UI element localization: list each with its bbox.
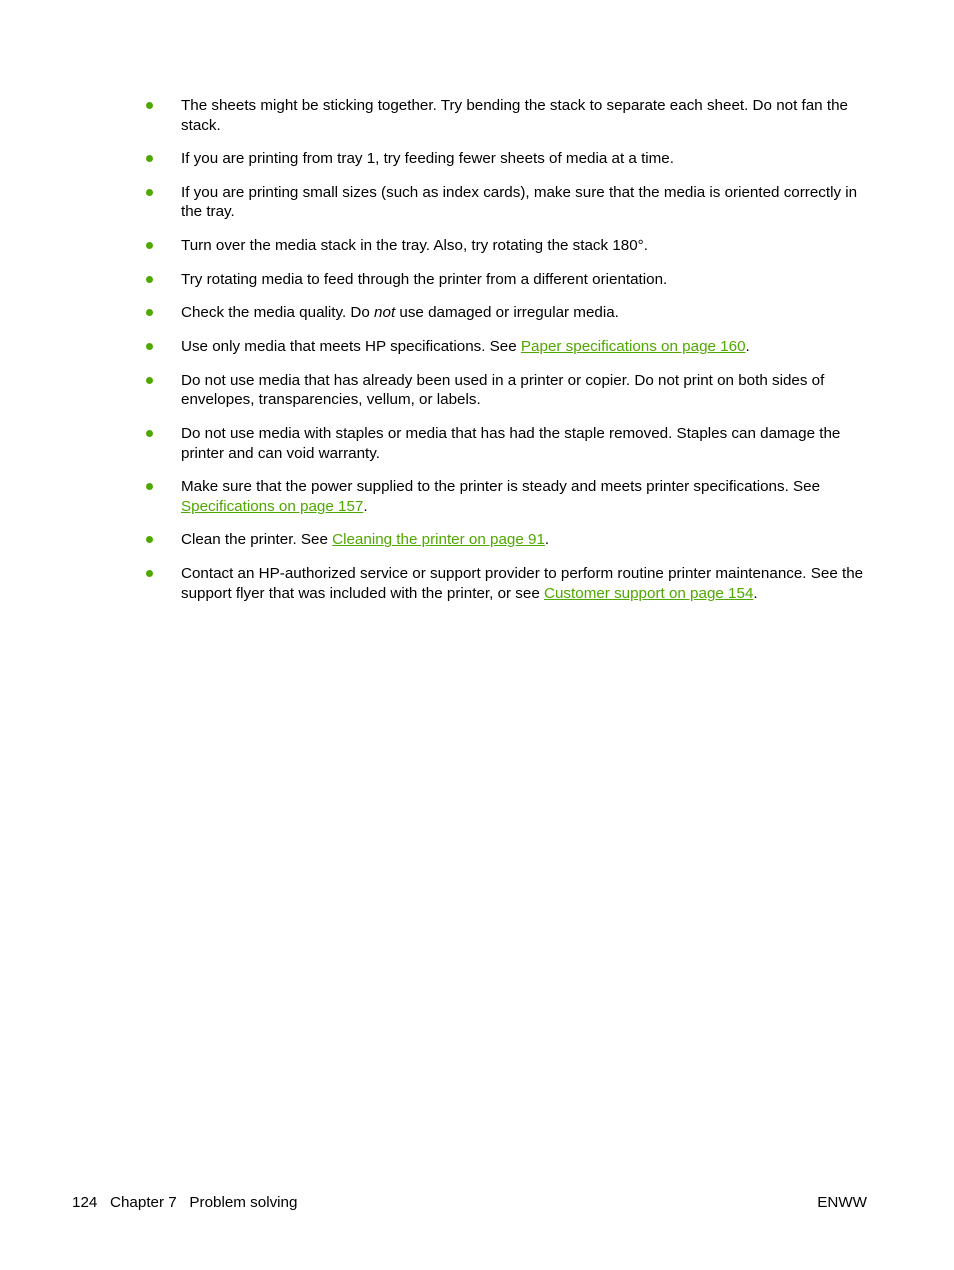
bullet-icon: [146, 483, 153, 490]
item-text: If you are printing small sizes (such as index cards), make sure that the media is oriented correctly in the tray.: [181, 183, 858, 221]
item-emphasis: not: [374, 304, 396, 322]
bullet-icon: [146, 343, 153, 350]
list-item: [0, 96, 954, 135]
list-item: [0, 371, 954, 410]
list-item: [0, 236, 954, 256]
item-text-after: .: [544, 531, 550, 549]
bullet-icon: [146, 377, 153, 384]
page-number: 124: [72, 1194, 98, 1211]
page-footer-left: [72, 1193, 297, 1212]
item-text: Do not use media that has already been used in a printer or copier. Do not print on both sides of envelopes, transparencies, vellum, or labels.: [181, 371, 825, 409]
bullet-icon: [146, 570, 153, 577]
list-item: [0, 303, 954, 323]
item-text: If you are printing from tray 1, try feeding fewer sheets of media at a time.: [181, 150, 674, 168]
bullet-icon: [146, 155, 153, 162]
item-text-after: .: [363, 497, 368, 515]
bullet-icon: [146, 189, 153, 196]
list-item: [0, 424, 954, 463]
item-text-before: Check the media quality. Do: [181, 304, 375, 322]
bullet-icon: [146, 276, 153, 283]
link-customer-support[interactable]: Customer support on page 154: [544, 584, 754, 602]
item-text-after: use damaged or irregular media.: [395, 304, 619, 322]
item-text-before: Make sure that the power supplied to the printer is steady and meets printer specifications. See: [181, 478, 821, 496]
item-text: The sheets might be sticking together. Try bending the stack to separate each sheet. Do not fan the stack.: [181, 97, 848, 134]
item-text-after: .: [753, 584, 758, 602]
item-text-before: Use only media that meets HP specifications. See: [181, 338, 521, 356]
bullet-icon: [146, 102, 153, 109]
list-item: [0, 337, 954, 357]
link-cleaning-the-printer[interactable]: Cleaning the printer on page 91: [332, 531, 545, 549]
item-text-before: Contact an HP-authorized service or support provider to perform routine printer maintenance. See the support flyer that was included with the printer, or see: [181, 565, 864, 602]
item-text: Try rotating media to feed through the printer from a different orientation.: [181, 270, 668, 288]
footer-chapter: Chapter 7: [110, 1194, 177, 1211]
page-footer-right: ENWW: [817, 1194, 867, 1211]
bullet-icon: [146, 430, 153, 437]
item-text-before: Clean the printer. See: [181, 531, 333, 549]
list-item: [0, 149, 954, 169]
list-item: [0, 270, 954, 290]
item-text: Do not use media with staples or media that has had the staple removed. Staples can damage the printer and can void warranty.: [181, 425, 841, 462]
list-item: [0, 530, 954, 550]
bullet-icon: [146, 309, 153, 316]
link-paper-specifications[interactable]: Paper specifications on page 160: [520, 338, 746, 356]
list-item: [0, 564, 954, 603]
bullet-icon: [146, 536, 153, 543]
list-item: [0, 183, 954, 222]
footer-section: Problem solving: [189, 1194, 298, 1211]
troubleshooting-bullet-list: [0, 96, 954, 617]
item-text: Turn over the media stack in the tray. Also, try rotating the stack 180°.: [181, 237, 648, 255]
list-item: [0, 477, 954, 516]
item-text-after: .: [745, 338, 750, 356]
bullet-icon: [146, 242, 153, 249]
link-specifications[interactable]: Specifications on page 157: [181, 497, 364, 515]
